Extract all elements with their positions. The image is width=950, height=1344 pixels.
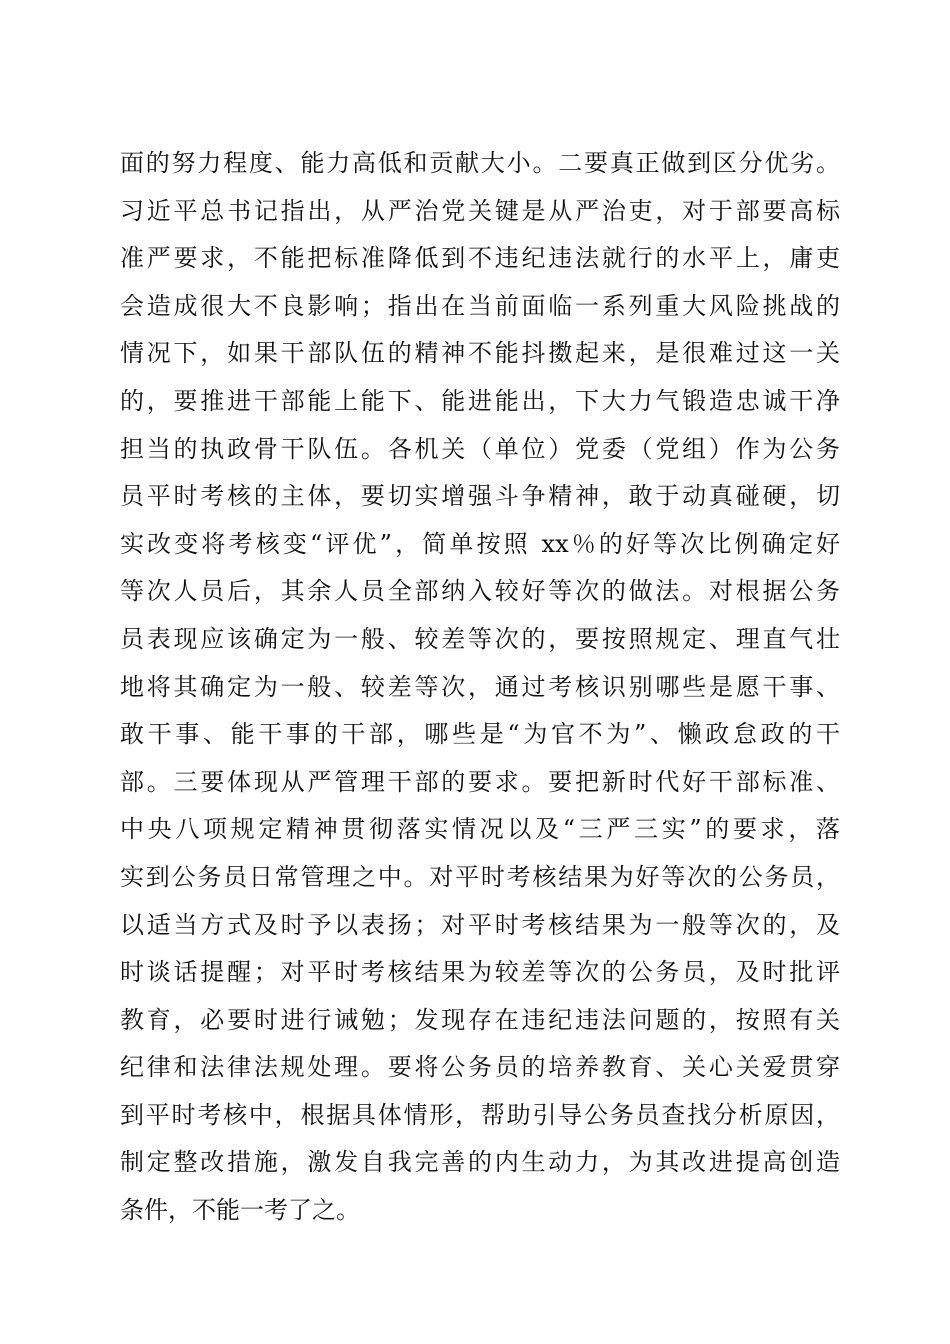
text-line-10: 等次人员后，其余人员全部纳入较好等次的做法。对根据公务 — [120, 577, 840, 606]
text-line-11: 员表现应该确定为一般、较差等次的，要按照规定、理直气壮 — [120, 624, 840, 653]
body-paragraph — [120, 140, 840, 1235]
text-line-12: 地将其确定为一般、较差等次，通过考核识别哪些是愿干事、 — [120, 672, 840, 701]
text-line-14: 部。三要体现从严管理干部的要求。要把新时代好干部标准、 — [120, 767, 840, 796]
text-line-5: 情况下，如果干部队伍的精神不能抖擞起来，是很难过这一关 — [120, 339, 840, 368]
text-line-1: 面的努力程度、能力高低和贡献大小。二要真正做到区分优劣。 — [120, 149, 840, 177]
text-line-9: 实改变将考核变“评优”，简单按照 xx％的好等次比例确定好 — [120, 529, 840, 558]
text-line-2: 习近平总书记指出，从严治党关键是从严治吏，对于部要高标 — [120, 196, 840, 225]
text-line-4: 会造成很大不良影响；指出在当前面临一系列重大风险挑战的 — [120, 291, 840, 320]
text-line-15: 中央八项规定精神贯彻落实情况以及“三严三实”的要求，落 — [120, 815, 840, 844]
text-line-17: 以适当方式及时予以表扬；对平时考核结果为一般等次的，及 — [120, 910, 840, 939]
text-line-8: 员平时考核的主体，要切实增强斗争精神，敢于动真碰硬，切 — [120, 482, 840, 511]
text-line-6: 的，要推进干部能上能下、能进能出，下大力气锻造忠诚干净 — [120, 386, 840, 415]
text-line-16: 实到公务员日常管理之中。对平时考核结果为好等次的公务员， — [120, 862, 840, 891]
text-line-3: 准严要求，不能把标准降低到不违纪违法就行的水平上，庸吏 — [120, 244, 840, 273]
text-line-21: 到平时考核中，根据具体情形，帮助引导公务员查找分析原因， — [120, 1100, 840, 1129]
text-line-13: 敢干事、能干事的干部，哪些是“为官不为”、懒政怠政的干 — [120, 720, 840, 749]
text-line-23: 条件，不能一考了之。 — [120, 1196, 360, 1225]
text-line-20: 纪律和法律法规处理。要将公务员的培养教育、关心关爱贯穿 — [120, 1053, 840, 1082]
text-line-7: 担当的执政骨干队伍。各机关（单位）党委（党组）作为公务 — [120, 434, 840, 463]
text-line-18: 时谈话提醒；对平时考核结果为较差等次的公务员，及时批评 — [120, 958, 840, 987]
text-line-22: 制定整改措施，激发自我完善的内生动力，为其改进提高创造 — [120, 1148, 840, 1177]
text-line-19: 教育，必要时进行诫勉；发现存在违纪违法问题的，按照有关 — [120, 1005, 840, 1034]
